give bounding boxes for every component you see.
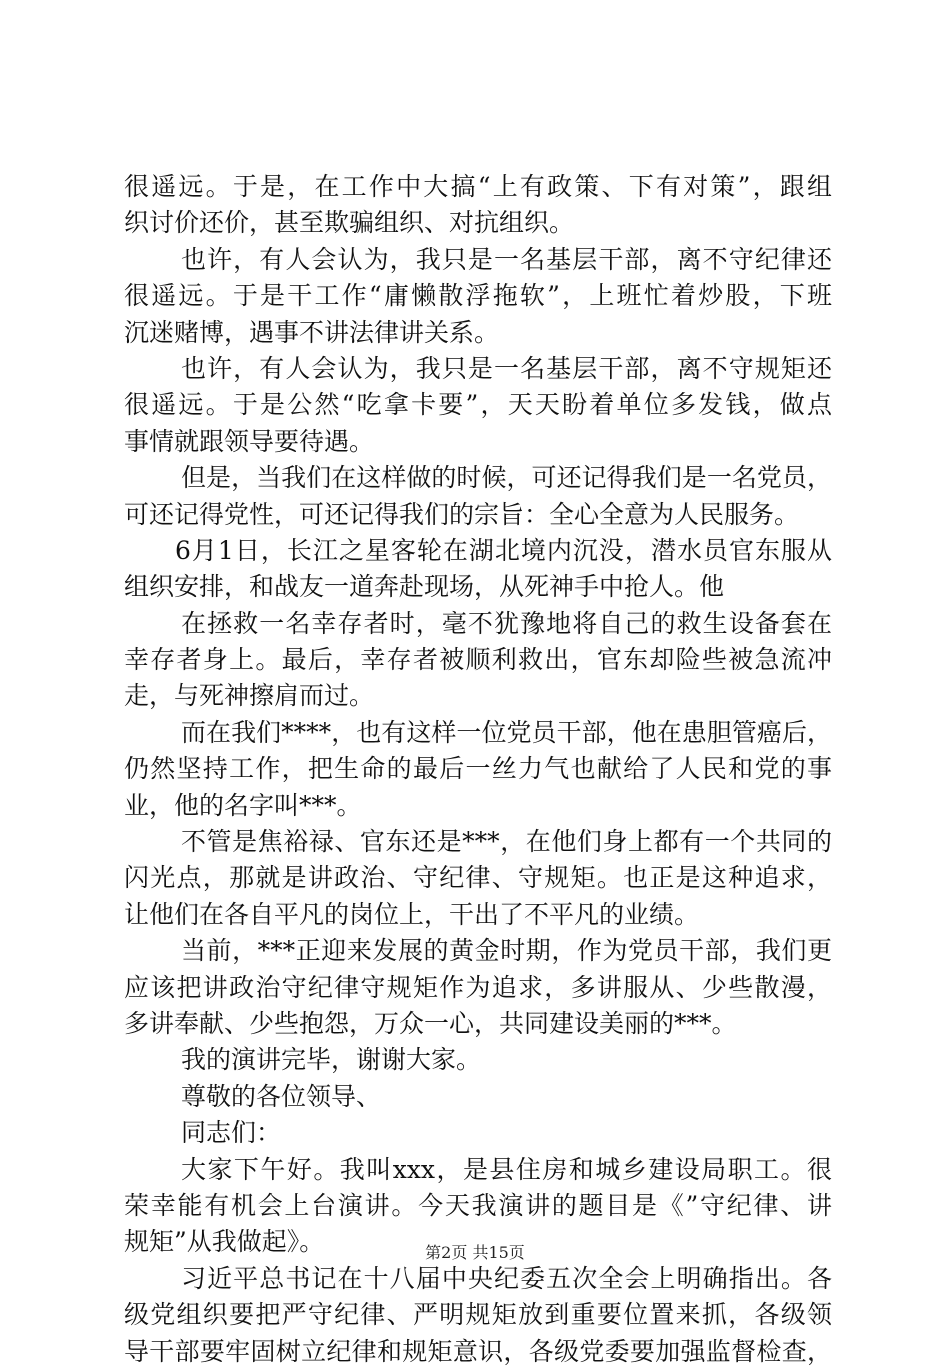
- text-line: 织讨价还价，甚至欺骗组织、对抗组织。: [124, 208, 575, 238]
- text-line: 组织安排，和战友一道奔赴现场，从死神手中抢人。他: [124, 572, 725, 602]
- document-body: [124, 169, 832, 1370]
- text-line: 可还记得党性，可还记得我们的宗旨：全心全意为人民服务。: [124, 499, 800, 529]
- text-line: 很遥远。于是干工作“庸懒散浮拖软”，上班忙着炒股，下班: [124, 281, 832, 311]
- text-line: 很遥远。于是，在工作中大搞“上有政策、下有对策”，跟组: [124, 172, 832, 201]
- text-line: 很遥远。于是公然“吃拿卡要”，天天盼着单位多发钱，做点: [124, 390, 832, 420]
- text-line: 仍然坚持工作，把生命的最后一丝力气也献给了人民和党的事: [124, 754, 832, 784]
- text-line: 但是，当我们在这样做的时候，可还记得我们是一名党员，: [181, 463, 832, 493]
- text-line: 而在我们****，也有这样一位党员干部，他在患胆管癌后，: [181, 717, 832, 747]
- text-line: 导干部要牢固树立纪律和规矩意识，各级党委要加强监督检查，: [124, 1336, 832, 1366]
- text-line: 也许，有人会认为，我只是一名基层干部，离不守纪律还: [181, 244, 832, 274]
- text-line: 规矩”从我做起》。: [124, 1227, 325, 1257]
- page-footer: [0, 1242, 950, 1264]
- text-line: 尊敬的各位领导、: [181, 1081, 382, 1111]
- text-line: 习近平总书记在十八届中央纪委五次全会上明确指出。各: [181, 1263, 832, 1293]
- text-line: 让他们在各自平凡的岗位上，干出了不平凡的业绩。: [124, 899, 700, 929]
- text-line: 事情就跟领导要待遇。: [124, 426, 375, 456]
- text-line: 6月1日，长江之星客轮在湖北境内沉没，潜水员官东服从: [175, 535, 832, 565]
- text-line: 荣幸能有机会上台演讲。今天我演讲的题目是《”守纪律、讲: [124, 1190, 832, 1220]
- text-line: 应该把讲政治守纪律守规矩作为追求，多讲服从、少些散漫，: [124, 972, 832, 1002]
- text-line: 沉迷赌博，遇事不讲法律讲关系。: [124, 317, 500, 347]
- text-line: 当前，***正迎来发展的黄金时期，作为党员干部，我们更: [181, 936, 832, 966]
- text-line: 在拯救一名幸存者时，毫不犹豫地将自己的救生设备套在: [181, 608, 832, 638]
- text-line: 多讲奉献、少些抱怨，万众一心，共同建设美丽的***。: [124, 1008, 737, 1038]
- text-line: 幸存者身上。最后，幸存者被顺利救出，官东却险些被急流冲: [124, 645, 832, 675]
- text-line: 业，他的名字叫***。: [124, 790, 362, 820]
- text-line: 走，与死神擦肩而过。: [124, 681, 375, 711]
- text-line: 闪光点，那就是讲政治、守纪律、守规矩。也正是这种追求，: [124, 863, 832, 893]
- text-line: 我的演讲完毕，谢谢大家。: [181, 1045, 482, 1075]
- page-number-label: 第2页 共15页: [425, 1243, 525, 1262]
- text-line: 级党组织要把严守纪律、严明规矩放到重要位置来抓，各级领: [124, 1300, 832, 1330]
- text-line: 大家下午好。我叫xxx，是县住房和城乡建设局职工。很: [181, 1154, 832, 1184]
- text-line: 也许，有人会认为，我只是一名基层干部，离不守规矩还: [181, 353, 832, 383]
- text-line: 同志们：: [181, 1118, 282, 1148]
- text-line: 不管是焦裕禄、官东还是***，在他们身上都有一个共同的: [181, 827, 832, 857]
